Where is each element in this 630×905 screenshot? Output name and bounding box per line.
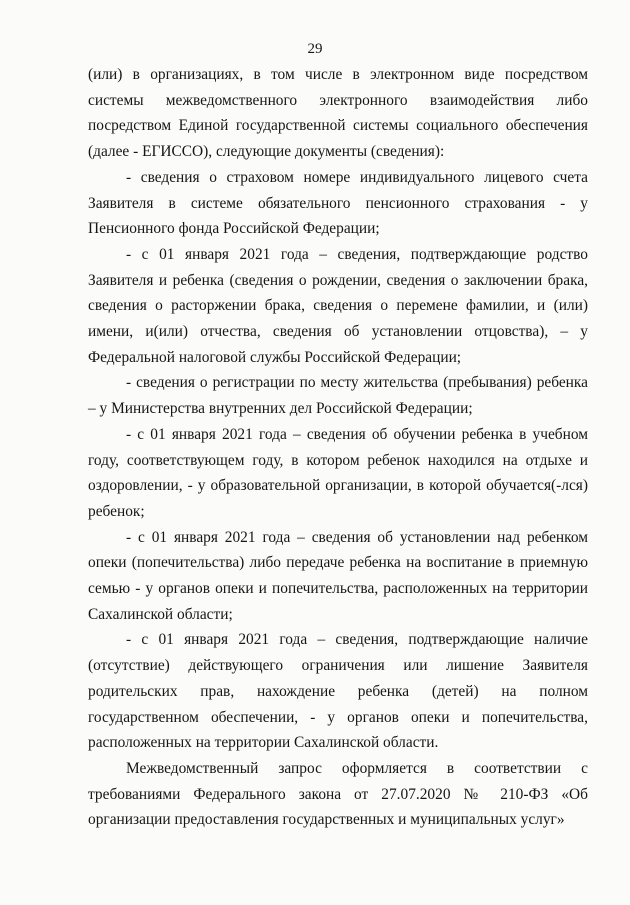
paragraph-guardianship: - с 01 января 2021 года – сведения об установлении над ребенком опеки (попечительства) либо передаче ребенка на воспитание в приемную семью - у органов опеки и попечительства, расположенных на территории Сахалинской области; xyxy=(88,528,588,623)
paragraph-tax-service: - с 01 января 2021 года – сведения, подтверждающие родство Заявителя и ребенка (сведения о рождении, сведения о заключении брака, сведения о расторжении брака, сведения о перемене фамилии, и (или) имени, и(или) отчества, сведения об установлении отцовства), – у Федеральной налоговой службы Российской Федерации; xyxy=(88,245,588,366)
paragraph-parental-rights: - с 01 января 2021 года – сведения, подтверждающие наличие (отсутствие) действующего ограничения или лишение Заявителя родительских прав, нахождение ребенка (детей) на полном государственном обеспечении, - у органов опеки и попечительства, расположенных на территории Сахалинской области. xyxy=(88,631,588,752)
paragraph-pension-fund: - сведения о страховом номере индивидуального лицевого счета Заявителя в системе обязательного пенсионного страхования - у Пенсионного фонда Российской Федерации; xyxy=(88,168,588,238)
paragraph-interagency-request: Межведомственный запрос оформляется в соответствии с требованиями Федерального закона от 27.07.2020 № 210-ФЗ «Об организации предоставления государственных и муниципальных услуг» xyxy=(88,759,588,829)
document-body xyxy=(88,62,588,833)
page-number: 29 xyxy=(307,41,323,57)
paragraph-intro: (или) в организациях, в том числе в электронном виде посредством системы межведомственного электронного взаимодействия либо посредством Единой государственной системы социального обеспечения (далее - ЕГИССО), следующие документы (сведения): xyxy=(88,66,588,161)
paragraph-interior-ministry: - сведения о регистрации по месту жительства (пребывания) ребенка – у Министерства внутренних дел Российской Федерации; xyxy=(88,374,588,418)
paragraph-education: - с 01 января 2021 года – сведения об обучении ребенка в учебном году, соответствующем году, в котором ребенок находился на отдыхе и оздоровлении, - у образовательной организации, в которой обучается(-лся) ребенок; xyxy=(88,425,588,520)
